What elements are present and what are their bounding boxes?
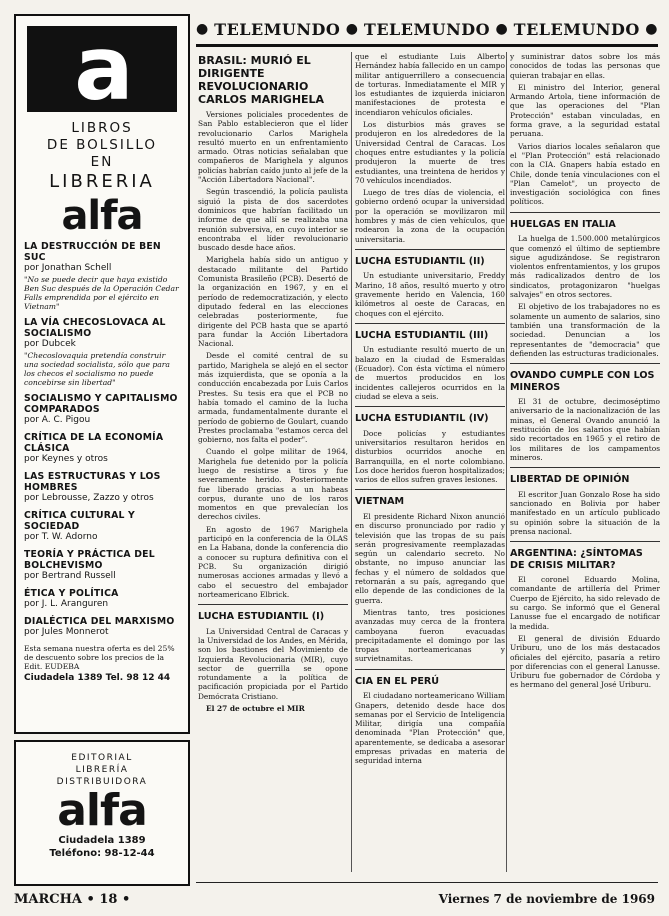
paragraph: Cuando el golpe militar de 1964, Marighela fue detenido por la policía luego de resistirse a tiros y fue severamente herido. Posteriormente fue liberado gracias a un habeas corpus, durante uno de los raros momentos en que prevalecían los derechos civiles. <box>198 447 348 522</box>
paragraph: y suministrar datos sobre los más conocidos de todas las personas que quieran trabajar en ellas. <box>510 52 660 80</box>
book-note: "Checoslovaquia pretendía construir una sociedad socialista, sólo que para los checos el socialismo no puede concebirse sin libertad" <box>24 351 170 387</box>
headline-lucha-iii: LUCHA ESTUDIANTIL (III) <box>355 329 489 341</box>
paragraph: Doce policías y estudiantes universitarios resultaron heridos en disturbios ocurridos anoche en Barranquilla, en el norte colombiano. Los doce heridos fueron hospitalizados; varios de ellos sufren graves lesiones. <box>355 428 505 485</box>
headline-huelgas-italia: HUELGAS EN ITALIA <box>510 218 616 230</box>
distributor-advertisement <box>14 740 190 886</box>
book-item <box>24 317 180 387</box>
paragraph: Según trascendió, la policía paulista siguió la pista de dos sacerdotes dominicos que habrían facilitado un informe de que allí se realizaba una reunión subversiva, en cuyo interior se encontraba el líder revolucionario buscado desde hace años. <box>198 187 348 253</box>
book-author: por A. C. Pigou <box>24 415 91 425</box>
paragraph: Marighela había sido un antiguo y destacado militante del Partido Comunista Brasileño (PCB). Desertó de la organización en 1967, y en el período de redemocratización, y electo diputado federal en las elecciones celebradas posteriormente, fue dirigente del PCB hasta que se apartó para fundar la Acción Libertadora Nacional. <box>198 255 348 349</box>
paragraph: Un estudiante resultó muerto de un balazo en la ciudad de Esmeraldas (Ecuador). Con ésta víctima el número de muertos producidos en los incidentes callejeros ocurridos en la ciudad se eleva a seis. <box>355 345 505 401</box>
book-note: "No se puede decir que haya existido Ben Suc después de la Operación Cedar Falls emprendida por el ejército en Vietnam" <box>24 275 179 311</box>
headline-libertad-opinion: LIBERTAD DE OPINIÓN <box>510 474 630 486</box>
article-body <box>198 110 348 599</box>
paragraph: Luego de tres días de violencia, el gobierno ordenó ocupar la universidad por la operación se movilizaron mil hombres y más de cien vehículos, que rodearon la zona de la ocupación universitaria. <box>355 188 505 244</box>
book-author: por Jules Monnerot <box>24 627 109 637</box>
book-title: TEORÍA Y PRÁCTICA DEL BOLCHEVISMO <box>24 549 155 571</box>
paragraph: Versiones policiales procedentes de San Pablo establecieron que el líder revolucionario Carlos Marighela resultó muerto en un enfrentamiento armado. Otras noticias señalaban que compañeros de Marighela y algunos policías habrían caído junto al jefe de la "Acción Libertadora Nacional". <box>198 110 348 185</box>
ad-line-libreria: LIBRERIA <box>49 171 155 192</box>
paragraph: que el estudiante Luis Alberto Hernández había fallecido en un campo militar antiguerrillero a consecuencia de torturas. Inmediatamente el MIR y los estudiantes de izquierda iniciaron manifestaciones de protesta e incendiaron vehículos oficiales. <box>355 52 505 117</box>
paragraph: El coronel Eduardo Molina, comandante de artillería del Primer Cuerpo de Ejército, ha sido relevado de su cargo. Se informó que el General Lanusse fue el encargado de notificar la medida. <box>510 575 660 631</box>
section-title: TELEMUNDO <box>363 19 491 39</box>
page-footer-left: MARCHA • 18 • <box>14 892 131 907</box>
news-column-3 <box>510 52 660 874</box>
article-body <box>510 397 660 462</box>
bullet-icon: ● <box>645 21 658 37</box>
book-title: ÉTICA Y POLÍTICA <box>24 588 119 599</box>
divider <box>198 604 348 605</box>
paragraph: Los disturbios más graves se produjeron en los alrededores de la Universidad Central de Caracas. Los choques entre estudiantes y la policía produjeron la muerte de tres estudiantes, una treintena de heridos y 70 vehículos incendiados. <box>355 120 505 185</box>
headline-ovando: OVANDO CUMPLE CON LOS MINEROS <box>510 370 655 393</box>
article-body <box>198 627 348 714</box>
article-body <box>355 691 505 765</box>
paragraph: El ciudadano norteamericano William Gnapers, detenido desde hace dos semanas por el Servicio de Inteligencia Militar, dirigía una compañía denominada "Plan Protección" que, aparentemente, se dedicaba a asesorar empresas privadas en materia de seguridad interna <box>355 691 505 766</box>
headline-lucha-i: LUCHA ESTUDIANTIL (I) <box>198 611 325 623</box>
book-item <box>24 241 180 311</box>
divider <box>355 249 505 250</box>
article-body <box>355 512 505 664</box>
book-title: LA VÍA CHECOSLOVACA AL SOCIALISMO <box>24 317 166 339</box>
book-author: por J. L. Aranguren <box>24 599 109 609</box>
paragraph: La Universidad Central de Caracas y la Universidad de los Andes, en Mérida, son los bastiones del Movimiento de Izquierda Revolucionaria (MIR), cuyo sector de guerrilla se opone rotundamente a la política de pacificación propiciada por el Partido Demócrata Cristiano. <box>198 626 348 701</box>
divider <box>355 669 505 670</box>
book-title: CRÍTICA CULTURAL Y SOCIEDAD <box>24 510 135 532</box>
book-item <box>24 432 180 465</box>
headline-lucha-ii: LUCHA ESTUDIANTIL (II) <box>355 255 485 267</box>
article-body <box>510 234 660 358</box>
paragraph: El ministro del Interior, general Armando Artola, tiene información de que las operaciones del "Plan Protección" estaban vinculadas, en forma grave, a la seguridad estatal peruana. <box>510 82 660 139</box>
article-body <box>355 52 505 244</box>
book-item <box>24 393 180 426</box>
bottom-rule <box>196 882 658 883</box>
book-author: por Keynes y otros <box>24 454 108 464</box>
book-item <box>24 549 180 582</box>
paragraph: Desde el comité central de su partido, Marighela se alejó en el sector más izquierdista, que se oponía a la conducción encabezada por Luis Carlos Prestes. Su tesis era que el PCB no había tomado el camino de la lucha armada, fundamentalmente durante el período de gobierno de Goulart, cuando Prestes proclamaba "estamos cerca del gobierno, nos falta el poder". <box>198 351 348 445</box>
paragraph: La huelga de 1.500.000 metalúrgicos que comenzó el último de septiembre sigue agudizándose. Se registraron violentos enfrentamientos, y los grupos más radicalizados dentro de los sindicatos, protagonizaron "huelgas salvajes" en otros sectores. <box>510 234 660 300</box>
page-footer-date: Viernes 7 de noviembre de 1969 <box>438 892 655 906</box>
paragraph: En agosto de 1967 Marighela participó en la conferencia de la OLAS en La Habana, donde la conferencia dio a conocer su ruptura definitiva con el PCB. Su organización dirigió numerosas acciones armadas y llevó a cabo el secuestro del embajador norteamericano Elbrick. <box>198 524 348 599</box>
article-body <box>355 271 505 317</box>
paragraph: El escritor Juan Gonzalo Rose ha sido sancionado en Bolivia por haber manifestado en un artículo publicado su opinión sobre la situación de la prensa nacional. <box>510 489 660 536</box>
divider <box>355 489 505 490</box>
alfa-brand: alfa <box>61 193 143 239</box>
bookstore-advertisement <box>14 14 190 734</box>
alfa-logo: a <box>27 26 177 112</box>
section-title: TELEMUNDO <box>513 19 640 39</box>
book-title: LAS ESTRUCTURAS Y LOS HOMBRES <box>24 471 161 493</box>
column-divider <box>506 52 507 872</box>
book-title: LA DESTRUCCIÓN DE BEN SUC <box>24 241 161 263</box>
book-author: por Bertrand Russell <box>24 571 116 581</box>
ad-line-libros: LIBROS <box>71 120 133 136</box>
news-column-2 <box>355 52 505 874</box>
headline-brasil: BRASIL: MURIÓ EL DIRIGENTE REVOLUCIONARIO CARLOS MARIGHELA <box>198 54 325 106</box>
section-title: TELEMUNDO <box>214 19 341 39</box>
paragraph: El presidente Richard Nixon anunció en discurso pronunciado por radio y televisión que las tropas de su país serán progresivamente reemplazadas según un calendario secreto. No obstante, no impuso anunciar las fechas y el número de soldados que retornarán a su país, agregando que ello depende de las condiciones de la guerra. <box>355 511 505 605</box>
article-body <box>510 490 660 536</box>
bullet-icon: ● <box>196 21 209 37</box>
book-author: por Lebrousse, Zazzo y otros <box>24 493 154 503</box>
headline-vietnam: VIETNAM <box>355 496 405 508</box>
article-body <box>355 429 505 485</box>
headline-lucha-iv: LUCHA ESTUDIANTIL (IV) <box>355 413 489 425</box>
divider <box>510 541 660 542</box>
paragraph: Un estudiante universitario, Freddy Marino, 18 años, resultó muerto y otro gravemente herido en Valencia, 160 kilómetros al oeste de Caracas, en choques con el ejército. <box>355 271 505 318</box>
book-author: por T. W. Adorno <box>24 532 98 542</box>
ad2-line-editorial: EDITORIAL <box>71 753 133 763</box>
column-divider <box>351 52 352 872</box>
book-item <box>24 510 180 543</box>
ad2-line-distribuidora: DISTRIBUIDORA <box>56 777 148 787</box>
article-body <box>355 345 505 401</box>
book-item <box>24 588 180 610</box>
article-body <box>510 575 660 690</box>
paragraph: El objetivo de los trabajadores no es solamente un aumento de salarios, sino también una transformación de la sociedad. Denuncian a los representantes de "democracia" que defienden las estructuras tradicionales. <box>510 302 660 358</box>
divider <box>510 467 660 468</box>
book-item <box>24 471 180 504</box>
book-item <box>24 616 180 638</box>
paragraph: El 31 de octubre, decimoséptimo aniversario de la nacionalización de las minas, el General Ovando anunció la restitución de los salarios que habían sido recortados en 1965 y el retiro de los militares de los campamentos mineros. <box>510 397 660 462</box>
ad2-phone: Teléfono: 98-12-44 <box>49 848 155 859</box>
ad-line-bolsillo: DE BOLSILLO <box>46 137 158 153</box>
alfa-brand: alfa <box>57 785 147 836</box>
news-column-1 <box>198 52 348 874</box>
section-header <box>196 14 658 47</box>
paragraph: Mientras tanto, tres posiciones avanzadas muy cerca de la frontera camboyana fueron evacuadas precipitadamente el domingo por las tropas norteamericanas y survietnamitas. <box>355 607 505 664</box>
paragraph: Varios diarios locales señalaron que el "Plan Protección" está relacionado con la CIA. Gnapers había estado en Chile, donde tenía vinculaciones con el "Plan Camelot", un proyecto de investigación sociológica con fines políticos. <box>510 141 660 207</box>
ad-tagline <box>16 120 188 193</box>
divider <box>355 406 505 407</box>
paragraph: El general de división Eduardo Uriburu, uno de los más destacados oficiales del ejército, pasaría a retiro por diferencias con el general Lanusse. Uriburu fue gobernador de Córdoba y es hermano del general José Uriburu. <box>510 633 660 690</box>
article-body <box>510 52 660 207</box>
ad2-address: Ciudadela 1389 <box>58 835 146 846</box>
bullet-icon: ● <box>345 21 359 37</box>
paragraph: El 27 de octubre el MIR <box>206 704 305 714</box>
divider <box>355 323 505 324</box>
book-title: DIALÉCTICA DEL MARXISMO <box>24 616 175 627</box>
headline-cia-peru: CIA EN EL PERÚ <box>355 675 440 687</box>
ad-discount-note: Esta semana nuestra oferta es del 25% de descuento sobre los precios de la Edit. EUDEBA <box>24 644 175 671</box>
book-author: por Jonathan Schell <box>24 263 112 273</box>
book-author: por Dubcek <box>24 339 76 349</box>
ad-address: Ciudadela 1389 Tel. 98 12 44 <box>24 673 171 683</box>
bullet-icon: ● <box>495 21 509 37</box>
ad-line-en: EN <box>90 154 114 170</box>
book-title: CRÍTICA DE LA ECONOMÍA CLÁSICA <box>24 432 164 454</box>
ad2-line-libreria: LIBRERÍA <box>75 765 129 775</box>
book-title: SOCIALISMO Y CAPITALISMO COMPARADOS <box>24 393 178 415</box>
headline-argentina: ARGENTINA: ¿SÍNTOMAS DE CRISIS MILITAR? <box>510 548 643 571</box>
divider <box>510 363 660 364</box>
book-list <box>16 237 188 684</box>
divider <box>510 212 660 213</box>
